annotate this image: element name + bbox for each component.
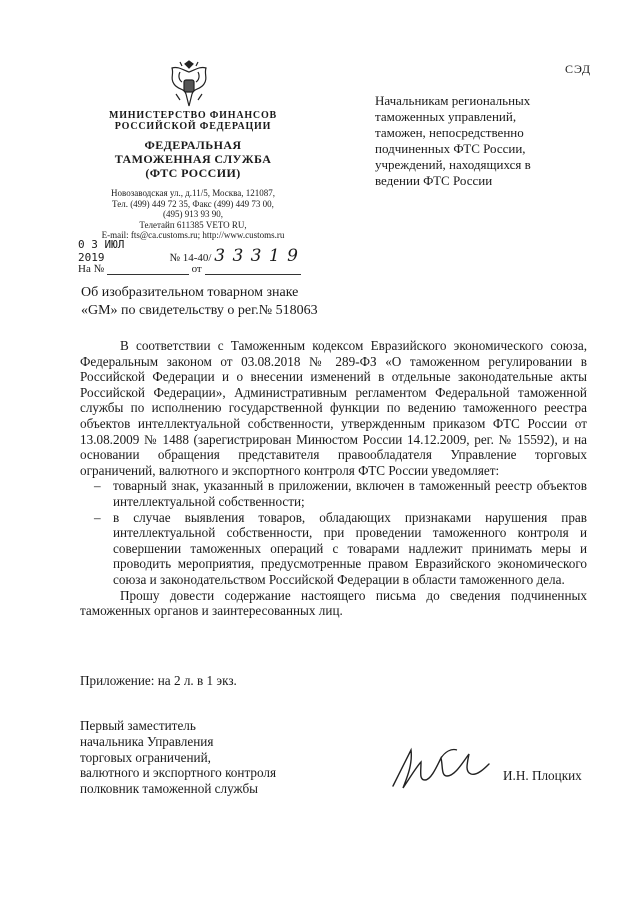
signatory-title: Первый заместитель начальника Управления торговых ограничений, валютного и экспортного контроля полковник таможенной службы	[80, 718, 277, 797]
body-paragraph-2: Прошу довести содержание настоящего письма до сведения подчиненных таможенных органов и заинтересованных лиц.	[80, 587, 587, 619]
sender-block	[78, 110, 308, 241]
document-code: СЭД	[565, 62, 592, 76]
signatory-name: И.Н. Плоцких	[503, 768, 582, 783]
document-number-handwritten: 3 3 3 1 9	[214, 246, 299, 266]
list-item-text: в случае выявления товаров, обладающих признаками нарушения прав интеллектуальной собственности, при проведении таможенного контроля и совершении таможенных операций с товарами надлежит принимать меры и проводить мероприятия, предусмотренные правом Евразийского экономического союза и законодательством Российской Федерации в области таможенного дела.	[113, 509, 587, 587]
coat-of-arms-emblem	[166, 60, 212, 110]
sender-address: Новозаводская ул., д.11/5, Москва, 121087,	[111, 188, 275, 198]
incoming-date-label: от	[191, 263, 202, 275]
recipient-block: Начальникам региональных таможенных управлений, таможен, непосредственно подчиненных ФТС России, учреждений, находящихся в ведении ФТС России	[375, 93, 531, 188]
letter-subject: Об изобразительном товарном знаке «GM» по свидетельству о рег.№ 518063	[81, 285, 318, 318]
list-item	[80, 478, 587, 509]
sender-email: E-mail: fts@ca.customs.ru; http://www.customs.ru	[101, 230, 285, 240]
list-item	[80, 510, 587, 588]
incoming-date-blank	[205, 264, 301, 275]
attachment-note: Приложение: на 2 л. в 1 экз.	[80, 673, 237, 688]
incoming-reference	[78, 263, 301, 275]
body-paragraph-1: В соответствии с Таможенным кодексом Евразийского экономического союза, Федеральным законом от 03.08.2018 № 289-ФЗ «О таможенном регулировании в Российской Федерации и о внесении изменений в отдельные законодательные акты Российской Федерации», Административным регламентом Федеральной таможенной службы по исполнению государственной функции по ведению таможенного реестра объектов интеллектуальной собственности, утвержденным приказом ФТС России от 13.08.2009 № 1488 (зарегистрирован Минюстом России 14.12.2009, рег. № 15592), и на основании обращения представителя правообладателя Управление торговых ограничений, валютного и экспортного контроля ФТС России уведомляет:	[80, 338, 587, 478]
list-item-text: товарный знак, указанный в приложении, включен в таможенный реестр объектов интеллектуальной собственности;	[113, 478, 587, 509]
list-dash: –	[94, 509, 101, 525]
letter-body	[80, 338, 587, 619]
outgoing-reference	[78, 238, 299, 266]
sender-phone: Тел. (499) 449 72 35, Факс (499) 449 73 00,	[112, 198, 274, 209]
list-dash: –	[94, 478, 101, 494]
service-name: ФЕДЕРАЛЬНАЯ ТАМОЖЕННАЯ СЛУЖБА (ФТС РОССИИ)	[114, 138, 272, 180]
document-number-prefix: № 14-40/	[169, 252, 212, 264]
incoming-number-label: На №	[78, 263, 105, 275]
handwritten-signature	[385, 736, 495, 796]
document-date: 0 3 ИЮЛ 2019	[78, 238, 125, 264]
sender-contacts	[78, 188, 308, 241]
sender-telex: Телетайп 611385 VETO RU,	[139, 219, 247, 230]
ministry-name: МИНИСТЕРСТВО ФИНАНСОВ РОССИЙСКОЙ ФЕДЕРАЦИИ	[108, 110, 278, 132]
sender-phone-2: (495) 913 93 90,	[163, 209, 223, 219]
incoming-number-blank	[107, 264, 189, 275]
